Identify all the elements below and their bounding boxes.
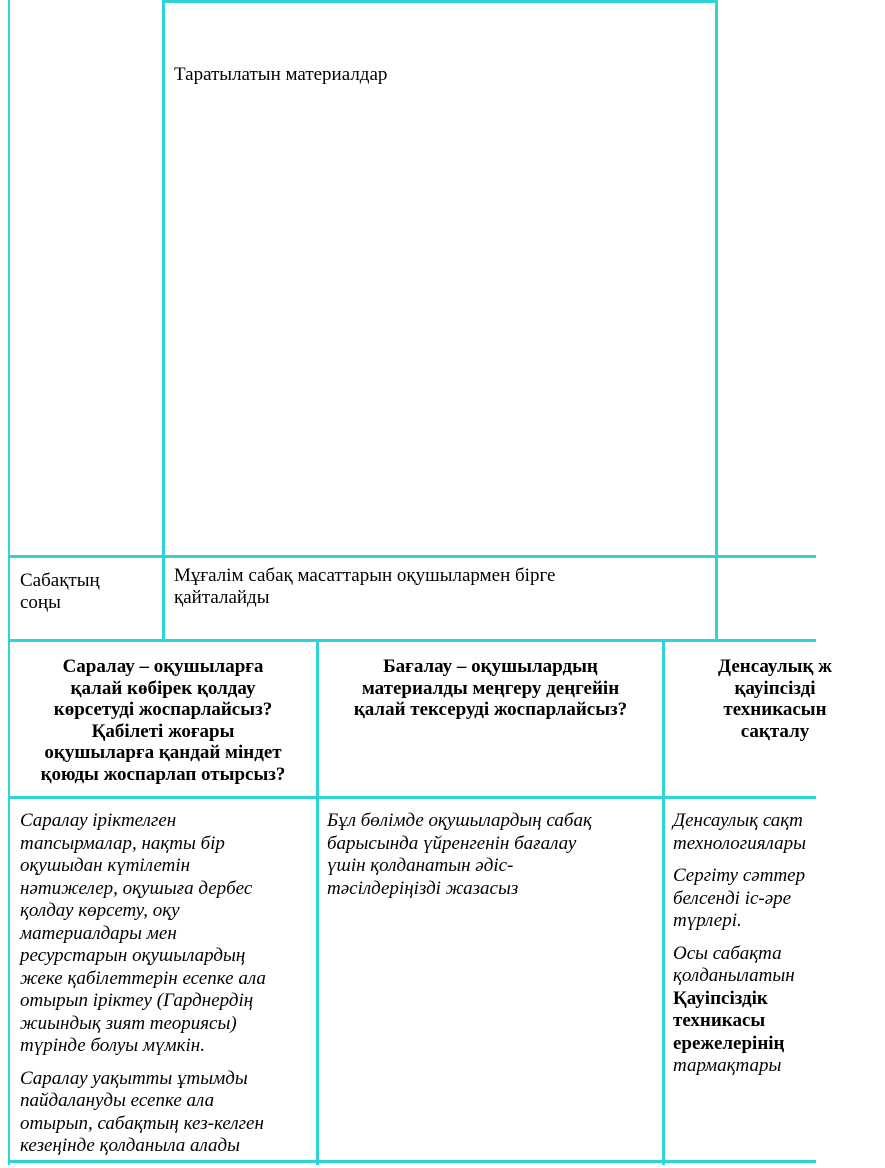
table-divider-col-b xyxy=(715,0,718,641)
table-divider-col-a xyxy=(162,0,165,641)
table-border-top-left xyxy=(8,0,10,1165)
lesson-end-text: Мұғалім сабақ масаттарын оқушылармен бірге қайталайды xyxy=(174,565,556,608)
header-assessment: Бағалау – оқушылардың материалды меңгеру деңгейін қалай тексеруді жоспарлайсыз? xyxy=(353,656,628,720)
header-health-safety: Денсаулық ж қауіпсіздi техникасын сақталу xyxy=(718,656,832,742)
differentiation-text: Саралау іріктелген тапсырмалар, нақты бір оқушыдан күтілетін нәтижелер, оқушыға дербес қолдау көрсету, оқу материалдары мен ресурстарын оқушылардың жеке қабілеттерін есепке ала отырып іріктеу (Гарднердің жиындық зият теориясы) түрінде болуы мүмкін. Саралау уақытты ұтымды пайдалануды есепке ала отырып, сабақтың кез-келген кезеңінде қолданыла алады xyxy=(20,810,266,1156)
table-row-divider-1 xyxy=(8,555,816,558)
table-row-divider-2 xyxy=(8,639,816,642)
materials-label: Таратылатын материалдар xyxy=(174,64,388,85)
table-row-divider-3 xyxy=(8,796,816,799)
header-differentiation: Саралау – оқушыларға қалай көбірек қолдау көрсетуді жоспарлайсыз? Қабілеті жоғары оқушыларға қандай міндет қоюды жоспарлап отырсыз? xyxy=(40,656,286,785)
table-border-top xyxy=(163,0,718,3)
assessment-text: Бұл бөлімде оқушылардың сабақ барысында үйренгенін бағалау үшін қолданатын әдіс- тәсілдеріңізді жазасыз xyxy=(327,810,592,899)
lesson-end-label: Сабақтың соңы xyxy=(20,570,100,613)
health-safety-text: Денсаулық сақт технологиялары Сергіту сәттер белсенді іс-әре түрлері. Осы сабақта қолданылатын Қауіпсіздік техникасы ережелерінің тармақтары xyxy=(673,810,806,1076)
